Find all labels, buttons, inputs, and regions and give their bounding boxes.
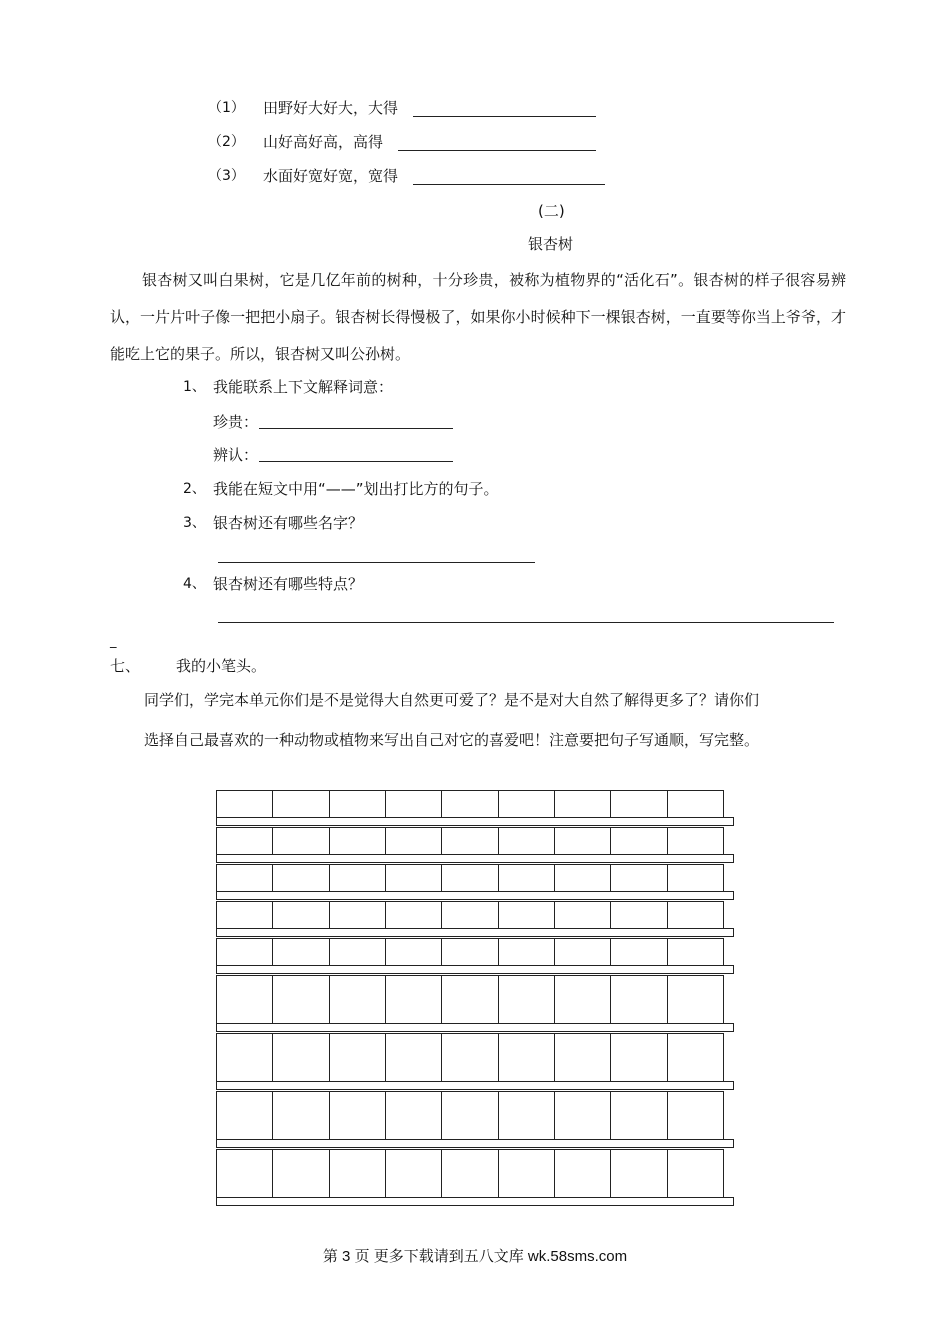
grid-separator (216, 1081, 734, 1090)
grid-separator (216, 1023, 734, 1032)
part-two-heading: (二) (538, 202, 565, 220)
grid-row[interactable] (216, 1033, 724, 1082)
grid-separator (216, 891, 734, 900)
answer-blank-2[interactable] (398, 150, 596, 151)
question-text-1: 田野好大好大，大得 (263, 99, 399, 117)
grid-separator (216, 1197, 734, 1206)
section-seven-instructions-2: 选择自己最喜欢的一种动物或植物来写出自己对它的喜爱吧！注意要把句子写通顺，写完整。 (144, 731, 760, 749)
question-number-1: 1、 (183, 379, 206, 395)
passage-title: 银杏树 (528, 235, 574, 253)
section-seven-title: 我的小笔头。 (176, 657, 267, 675)
grid-row[interactable] (216, 790, 724, 818)
grid-separator (216, 1139, 734, 1148)
question-number-2: 2、 (183, 481, 206, 497)
grid-row[interactable] (216, 975, 724, 1024)
question-label-3: （3） (208, 168, 245, 184)
grid-separator (216, 854, 734, 863)
question-3-text: 银杏树还有哪些名字？ (213, 514, 364, 532)
section-seven-number: 七、 (110, 657, 141, 675)
grid-separator (216, 817, 734, 826)
grid-row[interactable] (216, 1091, 724, 1140)
grid-row[interactable] (216, 901, 724, 929)
answer-blank-1[interactable] (413, 116, 596, 117)
passage-body: 银杏树又叫白果树，它是几亿年前的树种，十分珍贵，被称为植物界的“活化石”。银杏树的样子很容易辨认，一片片叶子像一把把小扇子。银杏树长得慢极了，如果你小时候种下一棵银杏树，一直要等你当上爷爷，才能吃上它的果子。所以，银杏树又叫公孙树。 (110, 271, 846, 363)
grid-row[interactable] (216, 827, 724, 855)
grid-row[interactable] (216, 1149, 724, 1198)
question-text-3: 水面好宽好宽，宽得 (263, 167, 399, 185)
page-footer: 第 3 页 更多下载请到五八文库 wk.58sms.com (322, 1248, 628, 1265)
question-number-4: 4、 (183, 576, 206, 592)
answer-blank-names[interactable] (218, 562, 535, 563)
answer-blank-3[interactable] (413, 184, 605, 185)
stray-underscore: _ (110, 634, 117, 649)
grid-row[interactable] (216, 864, 724, 892)
question-1-text: 我能联系上下文解释词意： (213, 378, 394, 396)
word-prompt-identify: 辨认： (213, 446, 259, 464)
answer-blank-identify[interactable] (259, 461, 453, 462)
grid-separator (216, 928, 734, 937)
answer-blank-features[interactable] (218, 622, 834, 623)
section-seven-instructions-1: 同学们，学完本单元你们是不是觉得大自然更可爱了？是不是对大自然了解得更多了？请你们 (144, 691, 760, 709)
grid-separator (216, 965, 734, 974)
answer-blank-precious[interactable] (259, 428, 453, 429)
question-number-3: 3、 (183, 515, 206, 531)
word-prompt-precious: 珍贵： (213, 413, 259, 431)
question-label-1: （1） (208, 100, 245, 116)
question-4-text: 银杏树还有哪些特点？ (213, 575, 364, 593)
question-2-text: 我能在短文中用“——”划出打比方的句子。 (213, 480, 499, 498)
question-text-2: 山好高好高，高得 (263, 133, 384, 151)
grid-row[interactable] (216, 938, 724, 966)
question-label-2: （2） (208, 134, 245, 150)
